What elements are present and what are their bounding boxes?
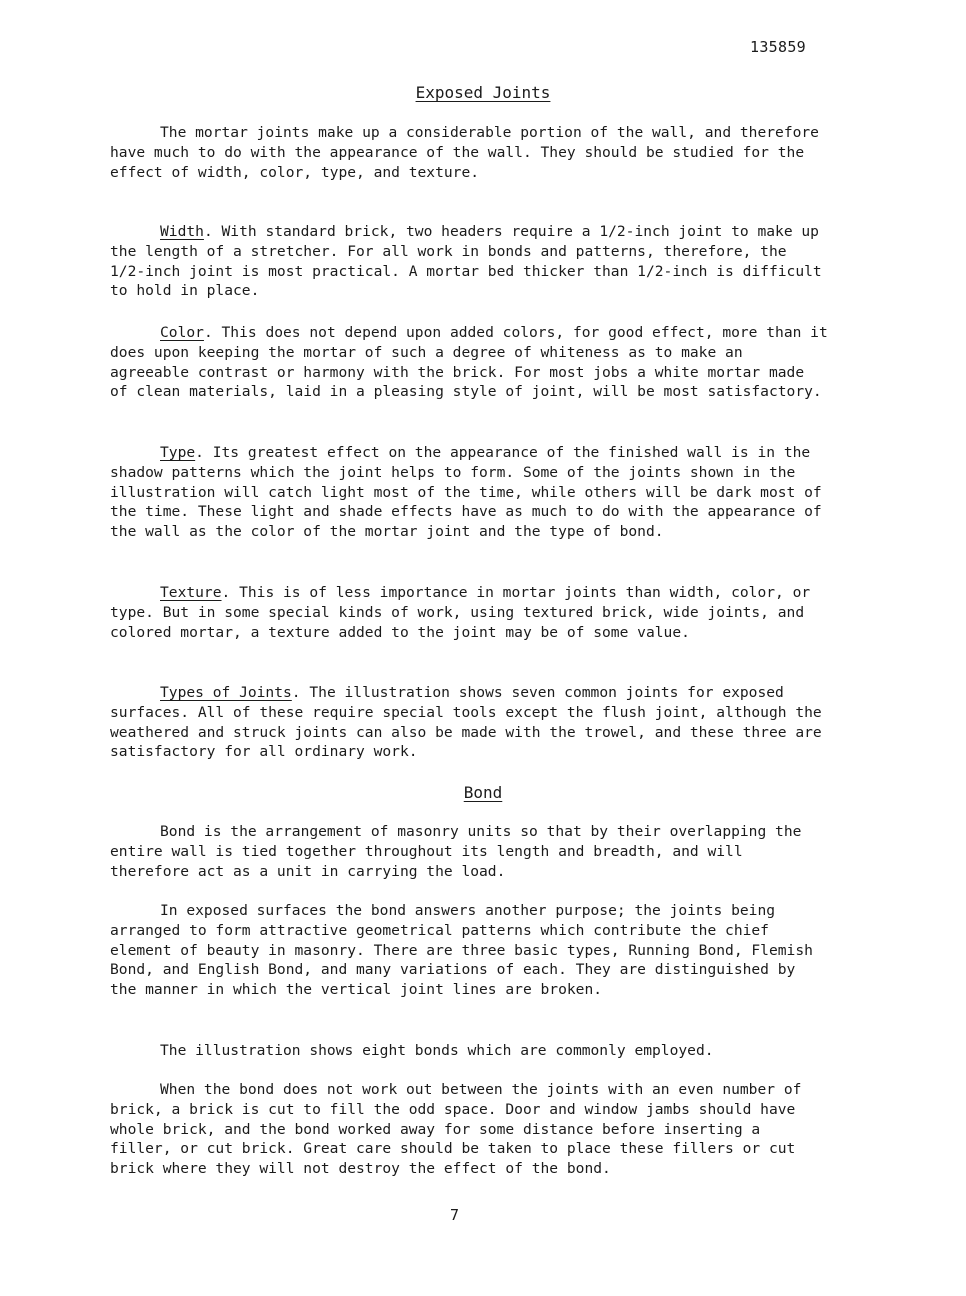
paragraph-text: . The illustration shows seven common joints for exposed surfaces. All of these require special tools except the flush joint, although the weathered and struck joints can also be made with the trowel, and these three are satisfactory for all ordinary work.: [110, 684, 822, 761]
document-id: 135859: [750, 38, 806, 56]
paragraph-lead-width: Width: [160, 223, 204, 240]
paragraph-texture: [110, 583, 830, 642]
paragraph-bond-4: [110, 1080, 830, 1179]
paragraph-text: . This is of less importance in mortar joints than width, color, or type. But in some special kinds of work, using textured brick, wide joints, and colored mortar, a texture added to the joint may be of some value.: [110, 584, 811, 641]
paragraph-type: [110, 443, 830, 542]
paragraph-text: . With standard brick, two headers require a 1/2-inch joint to make up the length of a stretcher. For all work in bonds and patterns, therefore, the 1/2-inch joint is most practical. A mortar bed thicker than 1/2-inch is difficult to hold in place.: [110, 223, 822, 300]
paragraph-text: Bond is the arrangement of masonry units so that by their overlapping the entire wall is tied together throughout its length and breadth, and will therefore act as a unit in carrying the load.: [110, 823, 802, 880]
paragraph-lead-types-of-joints: Types of Joints: [160, 684, 292, 701]
paragraph-text: The mortar joints make up a considerable portion of the wall, and therefore have much to do with the appearance of the wall. They should be studied for the effect of width, color, type, and texture.: [110, 124, 819, 181]
paragraph-lead-texture: Texture: [160, 584, 222, 601]
paragraph-lead-color: Color: [160, 324, 204, 341]
paragraph-width: [110, 222, 830, 301]
paragraph-text: . This does not depend upon added colors, for good effect, more than it does upon keeping the mortar of such a degree of whiteness as to make an agreeable contrast or harmony with the brick. For most jobs a white mortar made of clean materials, laid in a pleasing style of joint, will be most satisfactory.: [110, 324, 828, 401]
paragraph-types-of-joints: [110, 683, 830, 762]
paragraph-color: [110, 323, 830, 402]
paragraph-lead-type: Type: [160, 444, 196, 461]
paragraph-text: When the bond does not work out between the joints with an even number of brick, a brick is cut to fill the odd space. Door and window jambs should have whole brick, and the bond worked away for some distance before inserting a filler, or cut brick. Great care should be taken to place these fillers or cut brick where they will not destroy the effect of the bond.: [110, 1081, 802, 1178]
paragraph-bond-2: [110, 901, 830, 1000]
section-heading-bond: Bond: [463, 783, 503, 802]
paragraph-bond-1: [110, 822, 830, 881]
paragraph-text: The illustration shows eight bonds which are commonly employed.: [160, 1042, 714, 1059]
paragraph-bond-3: [110, 1041, 830, 1061]
page-number: 7: [450, 1206, 460, 1224]
section-heading-exposed-joints: Exposed Joints: [415, 83, 551, 102]
paragraph-text: In exposed surfaces the bond answers another purpose; the joints being arranged to form attractive geometrical patterns which contribute the chief element of beauty in masonry. There are three basic types, Running Bond, Flemish Bond, and English Bond, and many variations of each. They are distinguished by the manner in which the vertical joint lines are broken.: [110, 902, 813, 999]
paragraph-text: . Its greatest effect on the appearance of the finished wall is in the shadow patterns which the joint helps to form. Some of the joints shown in the illustration will catch light most of the time, while others will be dark most of the time. These light and shade effects have as much to do with the appearance of the wall as the color of the mortar joint and the type of bond.: [110, 444, 822, 541]
paragraph-intro: [110, 123, 830, 182]
